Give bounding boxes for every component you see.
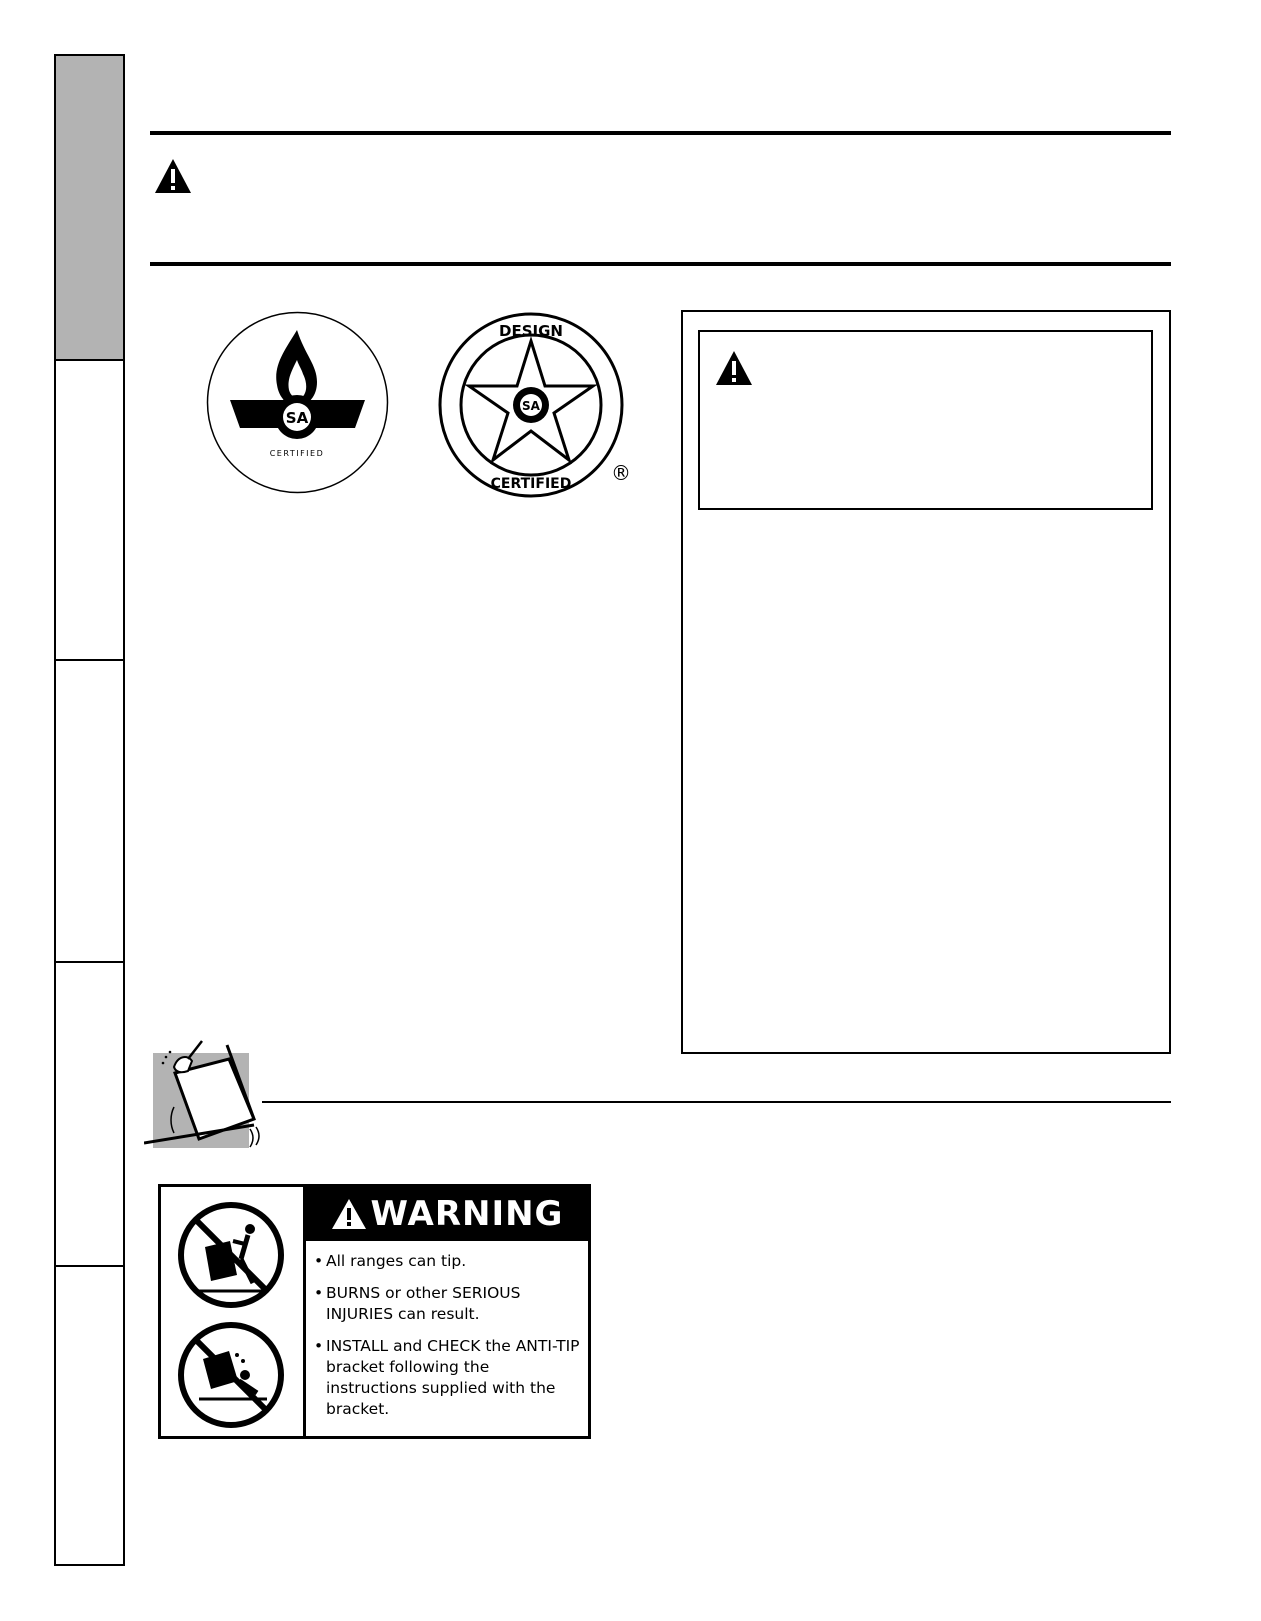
side-tab-1[interactable] xyxy=(56,56,123,361)
warning-header-triangle-icon xyxy=(331,1198,367,1230)
registered-mark: ® xyxy=(611,461,631,485)
anti-tip-warning-label xyxy=(158,1184,591,1439)
section-divider-rule xyxy=(262,1101,1171,1103)
left-logo-certified-text: CERTIFIED xyxy=(269,449,325,458)
tipping-range-icon xyxy=(144,1035,264,1150)
right-logo-design-text: DESIGN xyxy=(499,322,563,340)
side-tab-3[interactable] xyxy=(56,661,123,963)
svg-text:SA: SA xyxy=(522,399,540,413)
inner-warning-box xyxy=(698,330,1153,510)
csa-flame-certified-logo xyxy=(205,310,390,495)
side-tab-5[interactable] xyxy=(56,1267,123,1564)
right-logo-certified-text: CERTIFIED xyxy=(490,476,572,492)
warning-list xyxy=(314,1251,584,1431)
side-tab-4[interactable] xyxy=(56,963,123,1267)
warning-header xyxy=(306,1187,588,1241)
no-child-climbing-icon xyxy=(175,1199,287,1311)
no-tipping-range-icon xyxy=(175,1319,287,1431)
warning-item-install: • INSTALL and CHECK the ANTI-TIP bracket following the instructions supplied with the bracket. xyxy=(314,1336,584,1420)
warning-triangle-icon xyxy=(154,158,192,194)
warning-item-tip: • All ranges can tip. xyxy=(314,1251,584,1272)
warning-item-burns: • BURNS or other SERIOUS INJURIES can result. xyxy=(314,1283,584,1325)
box-warning-triangle-icon xyxy=(715,350,753,386)
svg-text:SA: SA xyxy=(285,409,309,427)
side-tab-2[interactable] xyxy=(56,361,123,661)
side-tab-column xyxy=(54,54,125,1566)
csa-design-certified-logo xyxy=(436,312,636,502)
section-rule xyxy=(150,262,1171,266)
warning-heading: WARNING xyxy=(370,1194,564,1234)
top-rule xyxy=(150,131,1171,135)
